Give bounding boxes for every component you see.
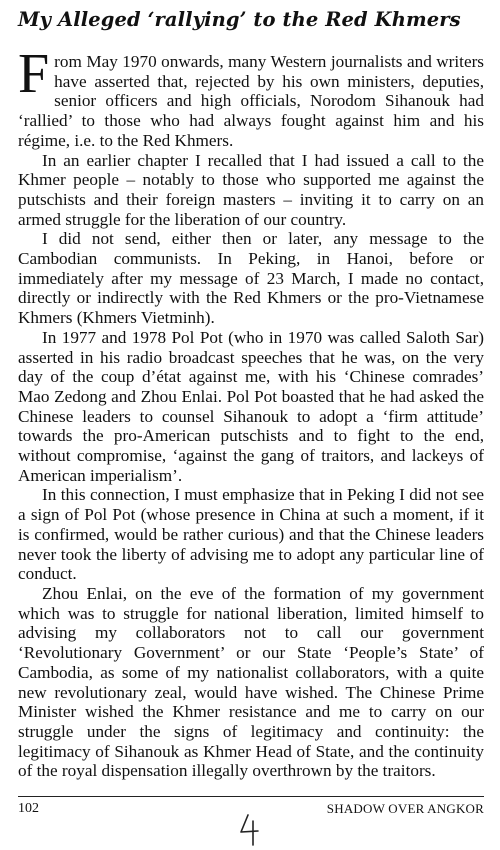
paragraph-1 [18,43,484,151]
paragraph-6: Zhou Enlai, on the eve of the formation of my government which was to struggle for national liberation, limited himself to advising my collaborators not to call our government ‘Revolutionary Government’ or our State ‘People’s State’ of Cambodia, as some of my nationalist collaborators, with a quite new revolutionary zeal, would have wished. The Chinese Prime Minister wished the Khmer resistance and me to carry on our struggle under the signs of legitimacy and continuity: the legitimacy of Sihanouk as Khmer Head of State, and the continuity of the royal dispensation illegally overthrown by the traitors. [18,583,484,781]
chapter-title: My Alleged ‘rallying’ to the Red Khmers [18,8,461,31]
paragraph-1-text: rom May 1970 onwards, many Western journalists and writers have asserted that, rejected by his own ministers, deputies, senior officers and high officials, Norodom Sihanouk had ‘rallied’ to those who had always fought against him and his régime, i.e. to the Red Khmers. [18,52,484,150]
footer-rule [18,796,484,797]
paragraph-3: I did not send, either then or later, any message to the Cambodian communists. In Peking, in Hanoi, before or immediately after my message of 23 March, I made no contact, directly or indirectly with the Red Khmers or the pro-Vietnamese Khmers (Khmers Vietminh). [18,229,484,328]
running-title: SHADOW OVER ANGKOR [326,801,484,816]
handwritten-mark [236,812,266,848]
page-number: 102 [18,801,39,816]
paragraph-2: In an earlier chapter I recalled that I had issued a call to the Khmer people – notably to those who supported me against the putschists and their foreign masters – inviting it to carry on an armed struggle for the liberation of our country. [18,150,484,229]
body-text [18,43,484,781]
paragraph-5: In this connection, I must emphasize that in Peking I did not see a sign of Pol Pot (whose presence in China at such a moment, if it is confirmed, would be rather curious) and that the Chinese leaders never took the liberty of advising me to adopt any particular line of conduct. [18,485,484,584]
drop-cap: F [18,43,50,105]
paragraph-4: In 1977 and 1978 Pol Pot (who in 1970 was called Saloth Sar) asserted in his radio broadcast speeches that he was, on the very day of the coup d’état against me, with his ‘Chinese comrades’ Mao Zedong and Zhou Enlai. Pol Pot boasted that he had asked the Chinese leaders to counsel Sihanouk to adopt a ‘firm attitude’ towards the pro-American putschists and to fight to the end, without compromise, ‘against the gang of traitors, and lackeys of American imperialism’. [18,327,484,485]
